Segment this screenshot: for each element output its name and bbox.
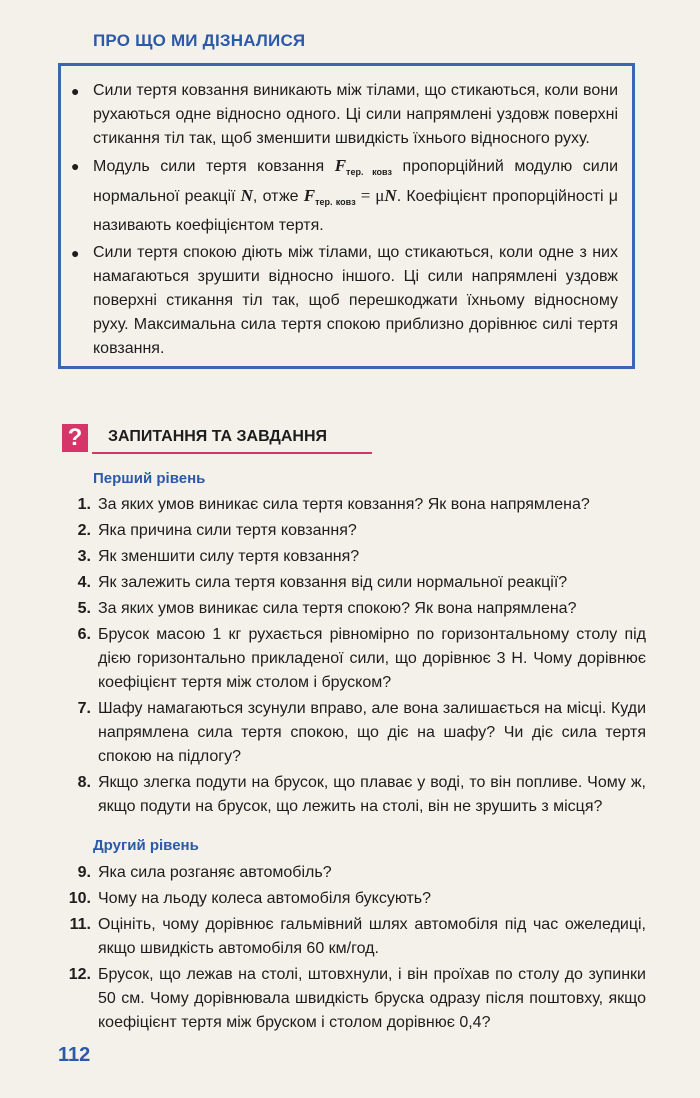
question-number: 2. — [77, 522, 91, 539]
question-text: За яких умов виникає сила тертя спокою? Як вона напрямлена? — [98, 600, 577, 617]
question-number: 1. — [77, 496, 91, 513]
question-number: 9. — [77, 864, 91, 881]
question-item — [58, 493, 646, 517]
question-item — [58, 545, 646, 569]
summary-bullet-text: Сили тертя спокою діють між тілами, що стикаються, коли одне з них намагаються зрушити відносно іншого. Ці сили напрямлені уздовж поверхні стикання тіл так, щоб перешкоджати їхньому відносному руху. Максимальна сила тертя спокою приблизно дорівнює силі тертя ковзання. — [93, 244, 618, 357]
question-number: 5. — [77, 600, 91, 617]
question-text: Оцініть, чому дорівнює гальмівний шлях автомобіля під час ожеледиці, якщо швидкість автомобіля 60 км/год. — [98, 916, 646, 957]
normal-force-symbol: N — [384, 186, 397, 205]
summary-bullet — [69, 241, 618, 361]
question-number: 12. — [68, 966, 91, 983]
question-item — [58, 861, 646, 885]
question-item — [58, 519, 646, 543]
question-text: Якщо злегка подути на брусок, що плаває у воді, то він попливе. Чому ж, якщо подути на брусок, що лежить на столі, він не зрушить з місця? — [98, 774, 646, 815]
question-number: 7. — [77, 700, 91, 717]
normal-force-symbol: N — [240, 186, 253, 205]
question-text: Як зменшити силу тертя ковзання? — [98, 548, 360, 565]
question-text: За яких умов виникає сила тертя ковзання? Як вона напрямлена? — [98, 496, 590, 513]
formula-equals: = μ — [355, 186, 385, 205]
bullet-icon: ● — [71, 158, 80, 174]
friction-force-subscript: тер. ковз — [346, 167, 392, 177]
level1-heading: Перший рівень — [93, 470, 206, 487]
question-item — [58, 771, 646, 819]
question-item — [58, 597, 646, 621]
bullet-icon: ● — [71, 83, 80, 99]
question-text: Яка сила розганяє автомобіль? — [98, 864, 332, 881]
question-item — [58, 887, 646, 911]
friction-force-symbol: F — [303, 186, 316, 205]
level2-question-list — [58, 861, 646, 1037]
friction-force-symbol: F — [334, 156, 347, 175]
text-fragment: , отже — [252, 188, 304, 205]
question-number: 11. — [69, 916, 91, 933]
header-underline — [92, 452, 372, 454]
question-text: Брусок, що лежав на столі, штовхнули, і він проїхав по столу до зупинки 50 см. Чому дорівнювала швидкість бруска одразу після поштовху, якщо коефіцієнт тертя між бруском і столом дорівнює 0,4? — [98, 966, 646, 1031]
level1-question-list — [58, 493, 646, 821]
summary-bullet-text — [93, 154, 618, 238]
page-number: 112 — [58, 1044, 91, 1066]
question-number: 4. — [77, 574, 91, 591]
level2-heading: Другий рівень — [93, 837, 199, 854]
question-text: Чому на льоду колеса автомобіля буксують? — [98, 890, 432, 907]
questions-header — [62, 424, 372, 454]
text-fragment: Модуль сили тертя ковзання — [93, 158, 335, 175]
summary-bullet — [69, 79, 618, 151]
text-fragment: пропорційний модулю сили нормальної реакції — [93, 158, 618, 205]
question-number: 3. — [77, 548, 91, 565]
question-item — [58, 963, 646, 1035]
question-text: Яка причина сили тертя ковзання? — [98, 522, 357, 539]
question-item — [58, 623, 646, 695]
summary-heading: ПРО ЩО МИ ДІЗНАЛИСЯ — [93, 31, 306, 50]
question-text: Як залежить сила тертя ковзання від сили нормальної реакції? — [98, 574, 568, 591]
question-mark-icon: ? — [62, 424, 88, 452]
question-item — [58, 571, 646, 595]
question-number: 8. — [77, 774, 91, 791]
friction-force-subscript: тер. ковз — [315, 197, 356, 207]
bullet-icon: ● — [71, 245, 80, 261]
question-item — [58, 697, 646, 769]
text-fragment: . Коефіцієнт пропорційності μ називають коефіцієнтом тертя. — [93, 188, 619, 234]
question-text: Брусок масою 1 кг рухається рівномірно по горизонтальному столу під дією горизонтально прикладеної сили, що дорівнює 3 Н. Чому дорівнює коефіцієнт тертя між столом і бруском? — [98, 626, 646, 691]
summary-bullet-text: Сили тертя ковзання виникають між тілами, що стикаються, коли вони рухаються одне відносно одного. Ці сили напрямлені уздовж поверхні стикання тіл так, щоб зменшити швидкість їхнього відносного руху. — [93, 82, 618, 147]
question-text: Шафу намагаються зсунули вправо, але вона залишається на місці. Куди напрямлена сила тертя спокою, що діє на шафу? Чи діє сила тертя спокою на підлогу? — [98, 700, 646, 765]
question-number: 10. — [68, 890, 91, 907]
questions-title: ЗАПИТАННЯ ТА ЗАВДАННЯ — [108, 428, 327, 445]
summary-bullet — [69, 154, 618, 238]
question-item — [58, 913, 646, 961]
question-number: 6. — [77, 626, 91, 643]
summary-box — [58, 63, 635, 369]
